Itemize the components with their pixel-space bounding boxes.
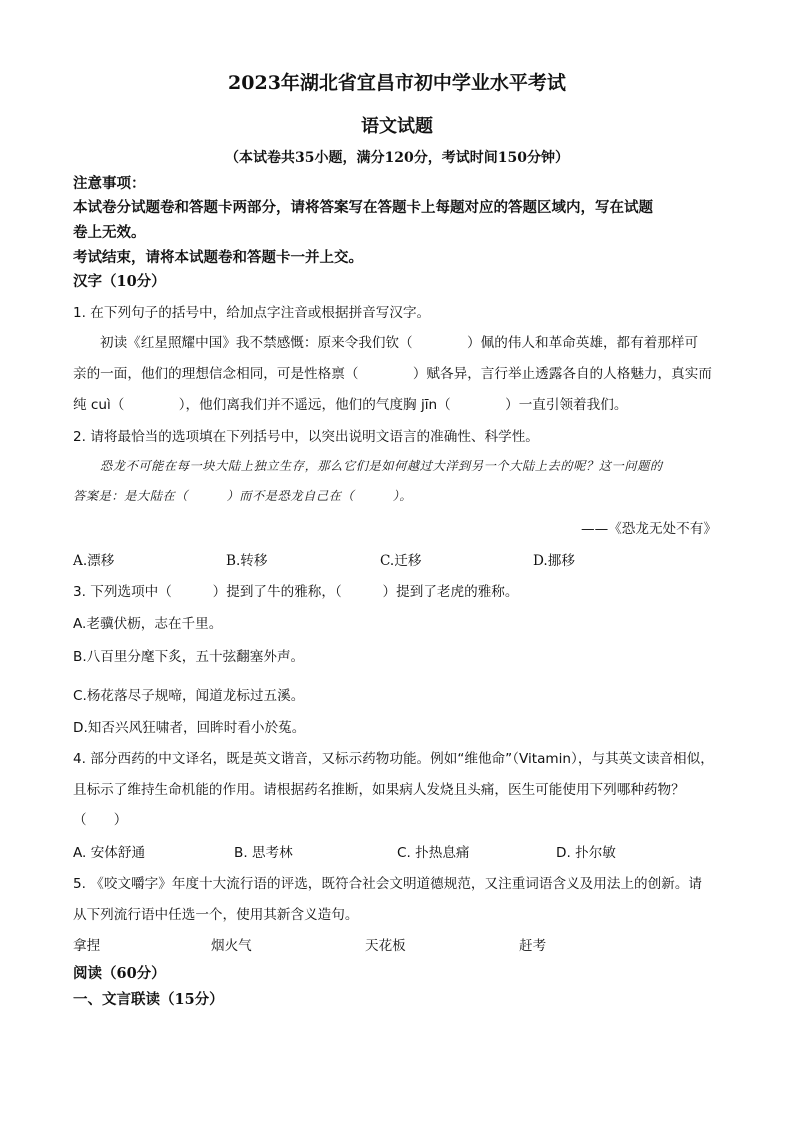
q4-option-c: C. 扑热息痛 (397, 845, 470, 861)
q1-line-1: 初读《红星照耀中国》我不禁感慨：原来令我们钦（ ）佩的伟人和革命英雄，都有着那样可 (100, 335, 699, 351)
notice-line-1: 本试卷分试题卷和答题卡两部分，请将答案写在答题卡上每题对应的答题区域内，写在试题 (73, 199, 653, 216)
q5-word-3: 天花板 (365, 938, 406, 954)
q4-option-b: B. 思考林 (234, 845, 293, 861)
exam-note: （本试卷共35小题，满分120分，考试时间150分钟） (225, 150, 569, 166)
q2-source: ——《恐龙无处不有》 (581, 521, 717, 537)
notice-line-2: 卷上无效。 (73, 224, 146, 241)
q2-stem: 2. 请将最恰当的选项填在下列括号中，以突出说明文语言的准确性、科学性。 (73, 429, 539, 445)
section-classical-heading: 一、文言联读（15分） (73, 991, 224, 1008)
section-hanzi-heading: 汉字（10分） (73, 273, 166, 290)
q5-word-1: 拿捏 (73, 938, 101, 954)
q1-line-3: 纯 cuì（ ），他们离我们并不遥远，他们的气度胸 jīn（ ）一直引领着我们。 (73, 397, 628, 413)
q4-option-d: D. 扑尔敏 (556, 845, 616, 861)
q3-option-a: A.老骥伏枥，志在千里。 (73, 616, 223, 632)
q5-line-2: 从下列流行语中任选一个，使用其新含义造句。 (73, 907, 359, 923)
q3-option-c: C.杨花落尽子规啼，闻道龙标过五溪。 (73, 688, 305, 704)
q2-option-b: B.转移 (226, 553, 268, 569)
q4-option-a: A. 安体舒通 (73, 845, 146, 861)
q2-option-c: C.迁移 (380, 553, 422, 569)
q1-stem: 1. 在下列句子的括号中，给加点字注音或根据拼音写汉字。 (73, 305, 431, 321)
q4-line-2: 且标示了维持生命机能的作用。请根据药名推断，如果病人发烧且头痛，医生可能使用下列哪种药物？ (73, 782, 685, 798)
q3-option-b: B.八百里分麾下炙，五十弦翻塞外声。 (73, 649, 305, 665)
q2-option-d: D.挪移 (533, 553, 575, 569)
notice-line-3: 考试结束，请将本试题卷和答题卡一并上交。 (73, 249, 363, 266)
section-reading-heading: 阅读（60分） (73, 965, 166, 982)
subject-title: 语文试题 (361, 116, 433, 137)
q3-option-d: D.知否兴风狂啸者，回眸时看小於菟。 (73, 720, 306, 736)
q2-passage-1: 恐龙不可能在每一块大陆上独立生存，那么它们是如何越过大洋到另一个大陆上去的呢？这一问题的 (100, 459, 663, 473)
q5-word-2: 烟火气 (211, 938, 252, 954)
q5-line-1: 5. 《咬文嚼字》年度十大流行语的评选，既符合社会文明道德规范，又注重词语含义及用法上的创新。请 (73, 876, 703, 892)
q3-stem: 3. 下列选项中（ ）提到了牛的雅称，（ ）提到了老虎的雅称。 (73, 584, 519, 600)
q4-answer-blank: （ ） (73, 812, 128, 828)
notice-heading: 注意事项： (73, 175, 146, 192)
q4-line-1: 4. 部分西药的中文译名，既是英文谐音，又标示药物功能。例如“维他命”（Vitamin），与其英文读音相似， (73, 751, 714, 767)
q1-line-2: 亲的一面，他们的理想信念相同，可是性格禀（ ）赋各异，言行举止透露各自的人格魅力，真实而 (73, 366, 712, 382)
q5-word-4: 赶考 (519, 938, 547, 954)
exam-title: 2023年湖北省宜昌市初中学业水平考试 (228, 72, 566, 94)
q2-passage-2: 答案是：是大陆在（ ）而不是恐龙自己在（ ）。 (73, 489, 413, 503)
q2-option-a: A.漂移 (73, 553, 115, 569)
